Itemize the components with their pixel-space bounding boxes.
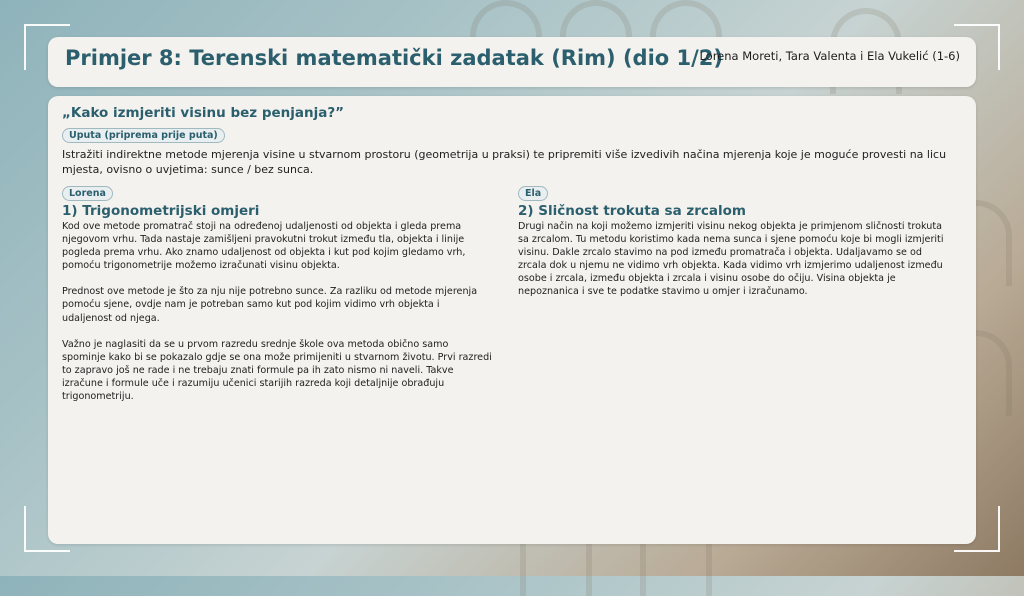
question-heading: „Kako izmjeriti visinu bez penjanja?” xyxy=(62,105,345,121)
column-ela xyxy=(518,181,948,299)
instruction-badge: Uputa (priprema prije puta) xyxy=(62,128,225,143)
author-badge-lorena: Lorena xyxy=(62,186,113,201)
column-lorena xyxy=(62,181,492,403)
author-badge-ela: Ela xyxy=(518,186,548,201)
paragraph: Prednost ove metode je što za nju nije potrebno sunce. Za razliku od metode mjerenja pomoću sjene, ovdje nam je potreban samo kut pod kojim vidimo vrh objekta i udaljenost od njega. xyxy=(62,286,478,324)
section-heading-trigonometry: 1) Trigonometrijski omjeri xyxy=(62,203,260,219)
content-card xyxy=(48,96,976,544)
paragraph: Kod ove metode promatrač stoji na određenoj udaljenosti od objekta i gleda prema njegovom vrhu. Tada nastaje zamišljeni pravokutni trokut između tla, objekta i linije pogleda prema vrhu. Ako znamo udaljenost od objekta i kut pod kojim gledamo vrh, pomoću trigonometrije možemo izračunati visinu objekta. xyxy=(62,221,466,272)
section-heading-mirror: 2) Sličnost trokuta sa zrcalom xyxy=(518,203,746,219)
authors-label: Lorena Moreti, Tara Valenta i Ela Vukelić (1-6) xyxy=(699,49,960,63)
paragraph: Važno je naglasiti da se u prvom razredu srednje škole ova metoda obično samo spominje kako bi se pokazalo gdje se ona može primijeniti u stvarnom životu. Prvi razredi to zapravo još ne rade i ne trebaju znati formule pa ih zato nismo ni naveli. Takve izračune i formule uče i razumiju učenici starijih razreda koji detaljnije obrađuju trigonometriju. xyxy=(62,338,492,403)
page-title: Primjer 8: Terenski matematički zadatak (Rim) (dio 1/2) xyxy=(65,46,724,70)
header-card xyxy=(48,37,976,87)
paragraph: Drugi način na koji možemo izmjeriti visinu nekog objekta je primjenom sličnosti trokuta sa zrcalom. Tu metodu koristimo kada nema sunca i sjene pomoću koje bi mogli izmjeriti visinu. Dakle zrcalo stavimo na pod između promatrača i objekta. Udaljavamo se od zrcala dok u njemu ne vidimo vrh objekta. Kada vidimo vrh izmjerimo udaljenost između osobe i zrcala, između objekta i zrcala i visinu osobe do očiju. Visina objekta je nepoznanica i sve te podatke stavimo u omjer i izračunamo. xyxy=(518,221,944,298)
intro-text: Istražiti indirektne metode mjerenja visine u stvarnom prostoru (geometrija u praksi) te pripremiti više izvedivih načina mjerenja koje je moguće provesti na licu mjesta, ovisno o uvjetima: sunce / bez sunca. xyxy=(62,148,947,176)
